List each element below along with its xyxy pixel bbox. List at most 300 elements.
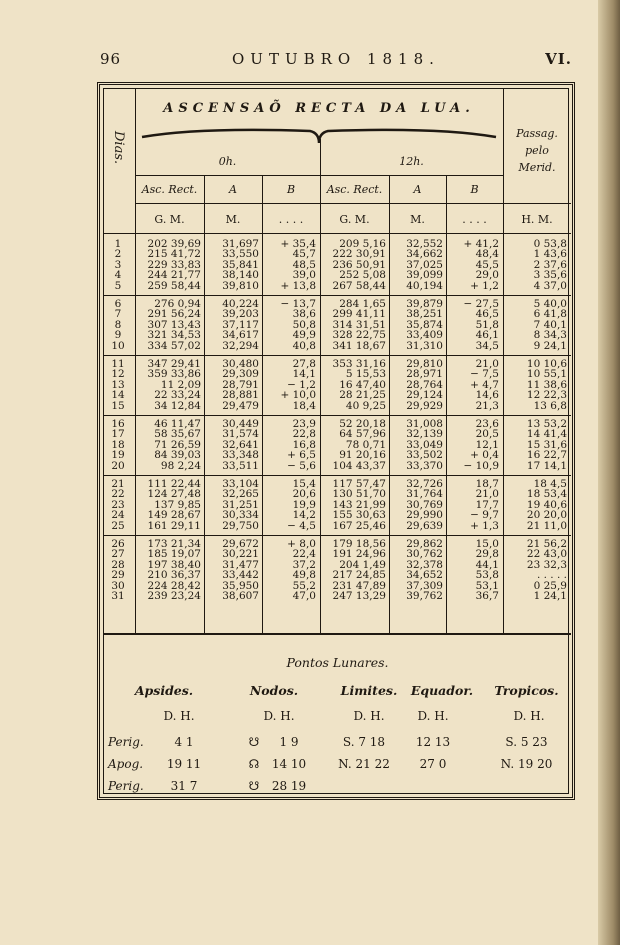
- a-0h-cell: 29,672: [222, 538, 259, 550]
- passage-cell: 13 53,2: [526, 418, 567, 430]
- a-0h-cell: 34,617: [222, 329, 259, 342]
- col-a12-header: A: [413, 183, 422, 196]
- a-12h-cell: 28,971: [406, 368, 443, 381]
- asc-rect-0h-cell: 215 41,72: [147, 248, 201, 261]
- day-cell: 27: [111, 548, 125, 561]
- asc-rect-12h-cell: 117 57,47: [332, 478, 386, 490]
- asc-rect-0h-cell: 307 13,43: [147, 318, 201, 331]
- group-divider: [104, 295, 571, 296]
- b-12h-cell: 17,7: [475, 498, 499, 511]
- asc-rect-0h-cell: 84 39,03: [154, 449, 201, 462]
- a-12h-cell: 39,762: [406, 590, 443, 602]
- asc-rect-12h-cell: 52 20,18: [339, 418, 386, 430]
- unit-asc0: G. M.: [154, 213, 185, 226]
- a-12h-cell: 34,662: [406, 248, 443, 261]
- day-cell: 13: [111, 378, 125, 391]
- b-12h-cell: 44,1: [475, 558, 499, 571]
- b-12h-cell: 48,4: [475, 248, 499, 261]
- nodos-dh: D. H.: [263, 709, 295, 723]
- passage-cell: 3 35,6: [533, 269, 567, 282]
- equador-value: 12 13: [415, 735, 451, 749]
- a-12h-cell: 30,762: [406, 548, 443, 561]
- b-0h-cell: 16,8: [292, 438, 316, 451]
- unit-b12: . . . .: [462, 213, 487, 226]
- b-0h-cell: 45,7: [292, 248, 316, 261]
- unit-asc12: G. M.: [339, 213, 370, 226]
- b-12h-cell: 18,7: [475, 478, 499, 490]
- a-12h-cell: 28,764: [406, 378, 443, 391]
- b-0h-cell: 55,2: [292, 579, 316, 592]
- b-12h-cell: 45,5: [475, 258, 499, 271]
- apsides-dh: D. H.: [163, 709, 195, 723]
- table-title: ASCENSAÕ RECTA DA LUA.: [163, 101, 475, 116]
- hour-12-label: 12h.: [399, 155, 424, 168]
- b-0h-cell: 50,8: [292, 318, 316, 331]
- day-cell: 31: [111, 590, 125, 602]
- passage-cell: 10 10,6: [526, 358, 567, 370]
- b-0h-cell: 22,8: [292, 428, 316, 441]
- b-12h-cell: 46,1: [475, 329, 499, 342]
- tropicos-dh: D. H.: [513, 709, 545, 723]
- asc-rect-0h-cell: 276 0,94: [154, 298, 201, 310]
- asc-rect-0h-cell: 149 28,67: [147, 509, 201, 522]
- b-12h-cell: 23,6: [475, 418, 499, 430]
- day-cell: 26: [111, 538, 125, 550]
- nodos-value: 1 9: [279, 735, 299, 749]
- group-divider: [104, 355, 571, 356]
- passage-cell: . . . . .: [536, 569, 567, 582]
- day-cell: 23: [111, 498, 125, 511]
- asc-rect-12h-cell: 314 31,51: [332, 318, 386, 331]
- passage-cell: 10 55,1: [526, 368, 567, 381]
- asc-rect-12h-cell: 353 31,16: [332, 358, 386, 370]
- b-12h-cell: 29,0: [475, 269, 499, 282]
- pontos-title: Pontos Lunares.: [286, 655, 389, 670]
- asc-rect-12h-cell: 204 1,49: [339, 558, 386, 571]
- a-0h-cell: 29,309: [222, 368, 259, 381]
- a-0h-cell: 32,641: [222, 438, 259, 451]
- a-0h-cell: 33,104: [222, 478, 259, 490]
- b-12h-cell: 51,8: [475, 318, 499, 331]
- a-12h-cell: 29,929: [406, 399, 443, 412]
- col-a0-header: A: [229, 183, 237, 196]
- book-spine: [598, 0, 620, 945]
- b-0h-cell: 49,8: [292, 569, 316, 582]
- apsides-header: Apsides.: [134, 683, 194, 698]
- passage-cell: 21 11,0: [526, 519, 567, 532]
- a-12h-cell: 40,194: [406, 279, 443, 292]
- asc-rect-12h-cell: 78 0,71: [345, 438, 386, 451]
- asc-rect-0h-cell: 359 33,86: [147, 368, 201, 381]
- asc-rect-12h-cell: 167 25,46: [332, 519, 386, 532]
- day-cell: 7: [114, 308, 122, 321]
- a-0h-cell: 30,449: [222, 418, 259, 430]
- asc-rect-0h-cell: 58 35,67: [154, 428, 201, 441]
- passage-cell: 5 40,0: [533, 298, 567, 310]
- asc-rect-0h-cell: 22 33,24: [154, 389, 201, 402]
- asc-rect-12h-cell: 91 20,16: [339, 449, 386, 462]
- equador-header: Equador.: [410, 683, 474, 698]
- equador-value: 27 0: [419, 757, 447, 771]
- node-symbol: ☋: [248, 779, 260, 793]
- asc-rect-0h-cell: 98 2,24: [160, 459, 201, 472]
- asc-rect-0h-cell: 46 11,47: [154, 418, 201, 430]
- group-divider: [104, 415, 571, 416]
- days-label: Dias.: [111, 131, 126, 165]
- limites-value: S. 7 18: [342, 735, 386, 749]
- a-12h-cell: 34,652: [406, 569, 443, 582]
- b-12h-cell: 15,0: [475, 538, 499, 550]
- a-12h-cell: 37,309: [406, 579, 443, 592]
- b-12h-cell: + 0,4: [470, 449, 499, 462]
- b-0h-cell: 37,2: [292, 558, 316, 571]
- a-0h-cell: 29,479: [222, 399, 259, 412]
- passage-cell: 17 14,1: [526, 459, 567, 472]
- b-12h-cell: − 27,5: [463, 298, 499, 310]
- limites-dh: D. H.: [353, 709, 385, 723]
- a-0h-cell: 28,881: [222, 389, 259, 402]
- a-0h-cell: 39,810: [222, 279, 259, 292]
- unit-b0: . . . .: [278, 213, 304, 226]
- nodos-header: Nodos.: [249, 683, 299, 698]
- passage-cell: 1 24,1: [533, 590, 567, 602]
- a-0h-cell: 39,203: [222, 308, 259, 321]
- asc-rect-0h-cell: 124 27,48: [147, 488, 201, 501]
- limites-header: Limites.: [340, 683, 398, 698]
- a-0h-cell: 30,480: [222, 358, 259, 370]
- passage-cell: 8 34,3: [533, 329, 567, 342]
- b-12h-cell: 12,1: [475, 438, 499, 451]
- asc-rect-12h-cell: 209 5,16: [339, 238, 386, 250]
- b-0h-cell: + 6,5: [287, 449, 316, 462]
- day-cell: 6: [114, 298, 122, 310]
- a-0h-cell: 38,607: [222, 590, 259, 602]
- a-12h-cell: 35,874: [406, 318, 443, 331]
- b-0h-cell: 20,6: [292, 488, 316, 501]
- equador-dh: D. H.: [417, 709, 449, 723]
- passage-cell: 18 4,5: [533, 478, 567, 490]
- a-0h-cell: 29,750: [222, 519, 259, 532]
- a-12h-cell: 37,025: [406, 258, 443, 271]
- a-12h-cell: 32,552: [406, 238, 443, 250]
- asc-rect-0h-cell: 137 9,85: [154, 498, 201, 511]
- asc-rect-12h-cell: 179 18,56: [332, 538, 386, 550]
- asc-rect-0h-cell: 210 36,37: [147, 569, 201, 582]
- passage-cell: 0 53,8: [533, 238, 567, 250]
- a-12h-cell: 39,099: [406, 269, 443, 282]
- unit-a0: M.: [225, 213, 241, 226]
- apsides-type: Apog.: [108, 757, 144, 771]
- passage-cell: 23 32,3: [526, 558, 567, 571]
- unit-a12: M.: [410, 213, 425, 226]
- b-12h-cell: + 1,2: [470, 279, 499, 292]
- passage-cell: 9 24,1: [533, 339, 567, 352]
- a-12h-cell: 33,502: [406, 449, 443, 462]
- asc-rect-0h-cell: 202 39,69: [147, 238, 201, 250]
- a-0h-cell: 32,265: [222, 488, 259, 501]
- asc-rect-12h-cell: 130 51,70: [332, 488, 386, 501]
- day-cell: 12: [111, 368, 125, 381]
- asc-rect-12h-cell: 231 47,89: [332, 579, 386, 592]
- a-12h-cell: 29,990: [406, 509, 443, 522]
- b-12h-cell: 53,1: [475, 579, 499, 592]
- asc-rect-12h-cell: 191 24,96: [332, 548, 386, 561]
- a-0h-cell: 31,574: [222, 428, 259, 441]
- passage-cell: 11 38,6: [526, 378, 567, 391]
- passage-cell: 2 37,6: [533, 258, 567, 271]
- limites-value: N. 21 22: [338, 757, 390, 771]
- passage-cell: 6 41,8: [533, 308, 567, 321]
- b-0h-cell: − 5,6: [287, 459, 316, 472]
- passage-cell: 21 56,2: [526, 538, 567, 550]
- passage-cell: 20 20,0: [526, 509, 567, 522]
- day-cell: 5: [114, 279, 122, 292]
- b-12h-cell: 29,8: [475, 548, 499, 561]
- asc-rect-0h-cell: 259 58,44: [147, 279, 201, 292]
- asc-rect-12h-cell: 328 22,75: [332, 329, 386, 342]
- b-0h-cell: 14,2: [292, 509, 316, 522]
- asc-rect-0h-cell: 11 2,09: [160, 378, 201, 391]
- day-cell: 19: [111, 449, 125, 462]
- apsides-value: 31 7: [170, 779, 198, 793]
- b-12h-cell: + 4,7: [470, 378, 499, 391]
- day-cell: 9: [114, 329, 122, 342]
- day-cell: 25: [111, 519, 125, 532]
- asc-rect-12h-cell: 28 21,25: [339, 389, 386, 402]
- b-0h-cell: + 10,0: [280, 389, 316, 402]
- b-12h-cell: 21,3: [475, 399, 499, 412]
- b-12h-cell: 36,7: [475, 590, 499, 602]
- passage-cell: 0 25,9: [533, 579, 567, 592]
- b-0h-cell: 27,8: [292, 358, 316, 370]
- asc-rect-12h-cell: 284 1,65: [339, 298, 386, 310]
- running-header: [100, 50, 572, 72]
- asc-rect-0h-cell: 229 33,83: [147, 258, 201, 271]
- passage-cell: 16 22,7: [526, 449, 567, 462]
- day-cell: 3: [114, 258, 122, 271]
- nodos-value: 14 10: [271, 757, 307, 771]
- col-asc12-header: Asc. Rect.: [326, 183, 383, 196]
- asc-rect-12h-cell: 155 30,63: [332, 509, 386, 522]
- asc-rect-12h-cell: 267 58,44: [332, 279, 386, 292]
- passage-cell: 22 43,0: [526, 548, 567, 561]
- asc-rect-0h-cell: 291 56,24: [147, 308, 201, 321]
- b-0h-cell: − 13,7: [280, 298, 316, 310]
- b-0h-cell: − 4,5: [287, 519, 316, 532]
- asc-rect-12h-cell: 40 9,25: [345, 399, 386, 412]
- a-12h-cell: 32,139: [406, 428, 443, 441]
- b-0h-cell: 14,1: [292, 368, 316, 381]
- a-12h-cell: 39,879: [406, 298, 443, 310]
- b-0h-cell: + 35,4: [280, 238, 316, 250]
- a-0h-cell: 35,841: [222, 258, 259, 271]
- a-0h-cell: 33,348: [222, 449, 259, 462]
- b-12h-cell: 21,0: [475, 488, 499, 501]
- day-cell: 1: [114, 238, 122, 250]
- a-12h-cell: 31,764: [406, 488, 443, 501]
- a-0h-cell: 30,221: [222, 548, 259, 561]
- a-0h-cell: 40,224: [222, 298, 259, 310]
- b-0h-cell: 49,9: [292, 329, 316, 342]
- apsides-type: Perig.: [108, 779, 144, 793]
- passage-header: Passag. pelo Merid.: [516, 127, 558, 174]
- asc-rect-12h-cell: 217 24,85: [332, 569, 386, 582]
- day-cell: 29: [111, 569, 125, 582]
- day-cell: 24: [111, 509, 125, 522]
- a-0h-cell: 33,442: [222, 569, 259, 582]
- asc-rect-0h-cell: 185 19,07: [147, 548, 201, 561]
- a-0h-cell: 31,697: [222, 238, 259, 250]
- passage-cell: 19 40,6: [526, 498, 567, 511]
- col-asc0-header: Asc. Rect.: [141, 183, 198, 196]
- a-0h-cell: 32,294: [222, 339, 259, 352]
- b-0h-cell: + 13,8: [280, 279, 316, 292]
- asc-rect-0h-cell: 34 12,84: [154, 399, 201, 412]
- node-symbol: ☋: [248, 735, 260, 749]
- page-number: 96: [100, 50, 122, 68]
- a-12h-cell: 29,124: [406, 389, 443, 402]
- unit-pass: H. M.: [521, 213, 553, 226]
- b-0h-cell: 23,9: [292, 418, 316, 430]
- group-divider: [104, 535, 571, 536]
- col-b12-header: B: [470, 183, 479, 196]
- passage-cell: 13 6,8: [533, 399, 567, 412]
- b-12h-cell: − 10,9: [463, 459, 499, 472]
- a-12h-cell: 31,310: [406, 339, 443, 352]
- a-12h-cell: 33,409: [406, 329, 443, 342]
- day-cell: 4: [114, 269, 122, 282]
- a-12h-cell: 32,378: [406, 558, 443, 571]
- asc-rect-12h-cell: 299 41,11: [332, 308, 386, 321]
- nodos-value: 28 19: [271, 779, 307, 793]
- asc-rect-12h-cell: 143 21,99: [332, 498, 386, 511]
- asc-rect-12h-cell: 64 57,96: [339, 428, 386, 441]
- a-12h-cell: 33,049: [406, 438, 443, 451]
- b-0h-cell: 39,0: [292, 269, 316, 282]
- hour-0-label: 0h.: [218, 155, 237, 168]
- node-symbol: ☊: [248, 757, 260, 771]
- tropicos-header: Tropicos.: [494, 683, 559, 698]
- b-0h-cell: 22,4: [292, 548, 316, 561]
- b-0h-cell: + 8,0: [287, 538, 316, 550]
- a-0h-cell: 33,511: [222, 459, 259, 472]
- asc-rect-0h-cell: 111 22,44: [147, 478, 201, 490]
- asc-rect-12h-cell: 222 30,91: [332, 248, 386, 261]
- b-12h-cell: 20,5: [475, 428, 499, 441]
- day-cell: 21: [111, 478, 125, 490]
- b-12h-cell: 46,5: [475, 308, 499, 321]
- asc-rect-12h-cell: 16 47,40: [339, 378, 386, 391]
- day-cell: 8: [114, 318, 122, 331]
- b-12h-cell: − 7,5: [470, 368, 499, 381]
- asc-rect-12h-cell: 252 5,08: [339, 269, 386, 282]
- passage-cell: 12 22,3: [526, 389, 567, 402]
- day-cell: 17: [111, 428, 125, 441]
- asc-rect-12h-cell: 341 18,67: [332, 339, 386, 352]
- asc-rect-12h-cell: 247 13,29: [332, 590, 386, 602]
- col-b0-header: B: [286, 183, 296, 196]
- day-cell: 18: [111, 438, 125, 451]
- day-cell: 15: [111, 399, 125, 412]
- a-0h-cell: 30,334: [222, 509, 259, 522]
- b-12h-cell: − 9,7: [470, 509, 499, 522]
- b-0h-cell: 40,8: [292, 339, 316, 352]
- asc-rect-12h-cell: 104 43,37: [332, 459, 386, 472]
- passage-cell: 7 40,1: [533, 318, 567, 331]
- b-0h-cell: 48,5: [292, 258, 316, 271]
- asc-rect-12h-cell: 236 50,91: [332, 258, 386, 271]
- a-0h-cell: 33,550: [222, 248, 259, 261]
- asc-rect-0h-cell: 224 28,42: [147, 579, 201, 592]
- a-12h-cell: 29,810: [406, 358, 443, 370]
- asc-rect-0h-cell: 321 34,53: [147, 329, 201, 342]
- b-12h-cell: 21,0: [475, 358, 499, 370]
- day-cell: 14: [111, 389, 125, 402]
- passage-cell: 1 43,6: [533, 248, 567, 261]
- a-0h-cell: 38,140: [222, 269, 259, 282]
- day-cell: 2: [114, 248, 122, 261]
- day-cell: 28: [111, 558, 125, 571]
- a-0h-cell: 31,251: [222, 498, 259, 511]
- month-year: OUTUBRO 1818.: [232, 50, 440, 68]
- passage-cell: 15 31,6: [526, 438, 567, 451]
- brace-ornament: [140, 123, 498, 147]
- a-0h-cell: 37,117: [222, 318, 259, 331]
- a-12h-cell: 38,251: [406, 308, 443, 321]
- a-12h-cell: 31,008: [406, 418, 443, 430]
- a-12h-cell: 29,639: [406, 519, 443, 532]
- group-divider: [104, 475, 571, 476]
- day-cell: 10: [111, 339, 125, 352]
- apsides-value: 19 11: [166, 757, 202, 771]
- a-12h-cell: 29,862: [406, 538, 443, 550]
- day-cell: 16: [111, 418, 125, 430]
- asc-rect-0h-cell: 197 38,40: [147, 558, 201, 571]
- a-0h-cell: 28,791: [222, 378, 259, 391]
- b-0h-cell: 47,0: [292, 590, 316, 602]
- b-0h-cell: 18,4: [292, 399, 316, 412]
- a-0h-cell: 35,950: [222, 579, 259, 592]
- asc-rect-0h-cell: 173 21,34: [147, 538, 201, 550]
- b-12h-cell: 53,8: [475, 569, 499, 582]
- table-grid: [103, 88, 569, 794]
- asc-rect-12h-cell: 5 15,53: [345, 368, 386, 381]
- volume-number: VI.: [545, 50, 572, 68]
- b-12h-cell: + 1,3: [470, 519, 499, 532]
- asc-rect-0h-cell: 347 29,41: [147, 358, 201, 370]
- apsides-type: Perig.: [108, 735, 144, 749]
- a-0h-cell: 31,477: [222, 558, 259, 571]
- day-cell: 11: [111, 358, 125, 370]
- day-cell: 22: [111, 488, 125, 501]
- asc-rect-0h-cell: 71 26,59: [154, 438, 201, 451]
- asc-rect-0h-cell: 239 23,24: [147, 590, 201, 602]
- a-12h-cell: 32,726: [406, 478, 443, 490]
- apsides-value: 4 1: [174, 735, 194, 749]
- a-12h-cell: 33,370: [406, 459, 443, 472]
- passage-cell: 18 53,4: [526, 488, 567, 501]
- day-cell: 30: [111, 579, 125, 592]
- passage-cell: 4 37,0: [533, 279, 567, 292]
- b-0h-cell: 19,9: [292, 498, 316, 511]
- b-12h-cell: 34,5: [475, 339, 499, 352]
- ephemeris-table: [97, 82, 575, 800]
- asc-rect-0h-cell: 161 29,11: [147, 519, 201, 532]
- asc-rect-0h-cell: 334 57,02: [147, 339, 201, 352]
- b-0h-cell: − 1,2: [287, 378, 316, 391]
- a-12h-cell: 30,769: [406, 498, 443, 511]
- tropicos-value: N. 19 20: [500, 757, 553, 771]
